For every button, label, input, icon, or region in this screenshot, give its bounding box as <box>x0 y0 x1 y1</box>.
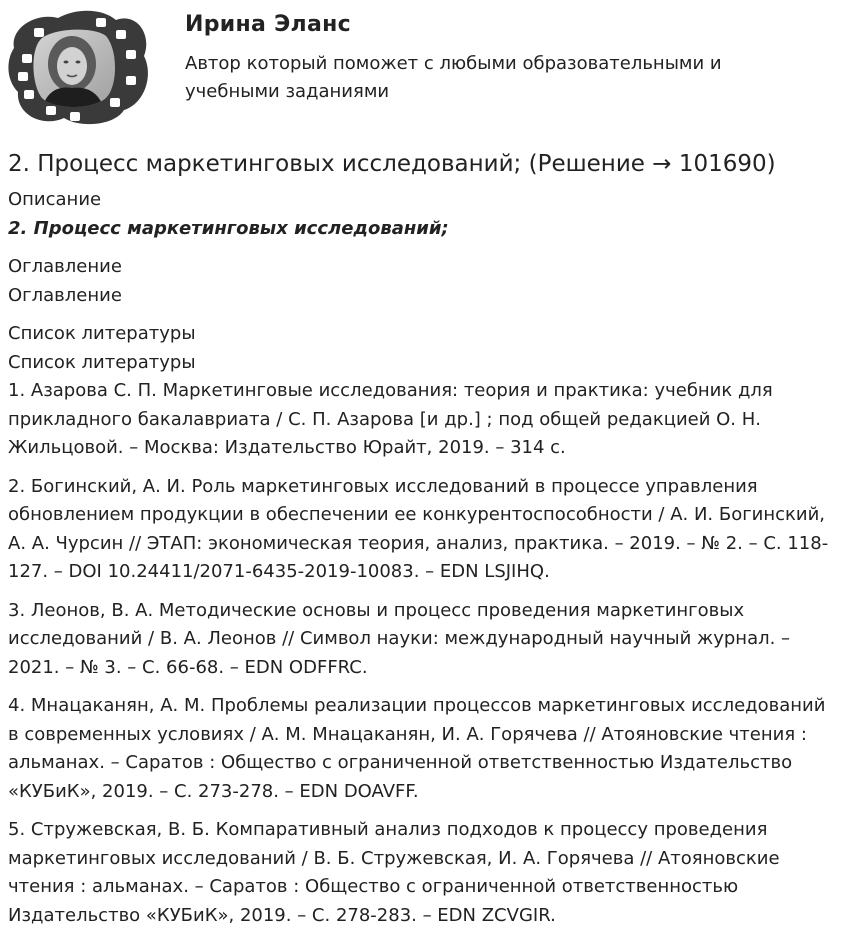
spacer <box>8 310 840 319</box>
author-header <box>0 0 847 130</box>
author-avatar <box>6 6 150 126</box>
toc-heading-repeat: Оглавление <box>8 285 122 306</box>
description-label: Описание <box>8 189 102 210</box>
spacer <box>8 243 840 252</box>
references-heading: Список литературы <box>8 323 196 344</box>
author-description: Автор который поможет с любыми образовательными и учебными заданиями <box>185 53 722 102</box>
main-content <box>8 147 840 940</box>
reference-item: 1. Азарова С. П. Маркетинговые исследования: теория и практика: учебник для прикладного бакалавриата / С. П. Азарова [и др.] ; под общей редакцией О. Н. Жильцовой. – Москва: Издательство Юрайт, 2019. – 314 с. <box>8 380 773 458</box>
reference-item: 2. Богинский, А. И. Роль маркетинговых исследований в процессе управления обновлением продукции в обеспечении ее конкурентоспособности / А. И. Богинский, А. А. Чурсин // ЭТАП: экономическая теория, анализ, практика. – 2019. – № 2. – С. 118-127. – DOI 10.24411/2071-6435-2019-10083. – EDN LSJIHQ. <box>8 475 829 582</box>
author-name: Ирина Эланс <box>185 12 351 37</box>
references-heading-repeat: Список литературы <box>8 352 196 373</box>
description-text: 2. Процесс маркетинговых исследований; <box>8 218 449 239</box>
references-list <box>8 377 840 930</box>
toc-heading: Оглавление <box>8 256 122 277</box>
reference-item: 4. Мнацаканян, А. М. Проблемы реализации процессов маркетинговых исследований в современных условиях / А. М. Мнацаканян, И. А. Горячева // Атояновские чтения : альманах. – Саратов : Общество с ограниченной ответственностью Издательство «КУБиК», 2019. – С. 273-278. – EDN DOAVFF. <box>8 695 826 802</box>
reference-item: 3. Леонов, В. А. Методические основы и процесс проведения маркетинговых исследований / В. А. Леонов // Символ науки: международный научный журнал. – 2021. – № 3. – С. 66-68. – EDN ODFFRC. <box>8 599 791 678</box>
reference-item: 5. Стружевская, В. Б. Компаративный анализ подходов к процессу проведения маркетинговых исследований / В. Б. Стружевская, И. А. Горячева // Атояновские чтения : альманах. – Саратов : Общество с ограниченной ответственностью Издательство «КУБиК», 2019. – С. 278-283. – EDN ZCVGIR. <box>8 819 780 926</box>
page-title: 2. Процесс маркетинговых исследований; (Решение → 101690) <box>8 151 776 177</box>
